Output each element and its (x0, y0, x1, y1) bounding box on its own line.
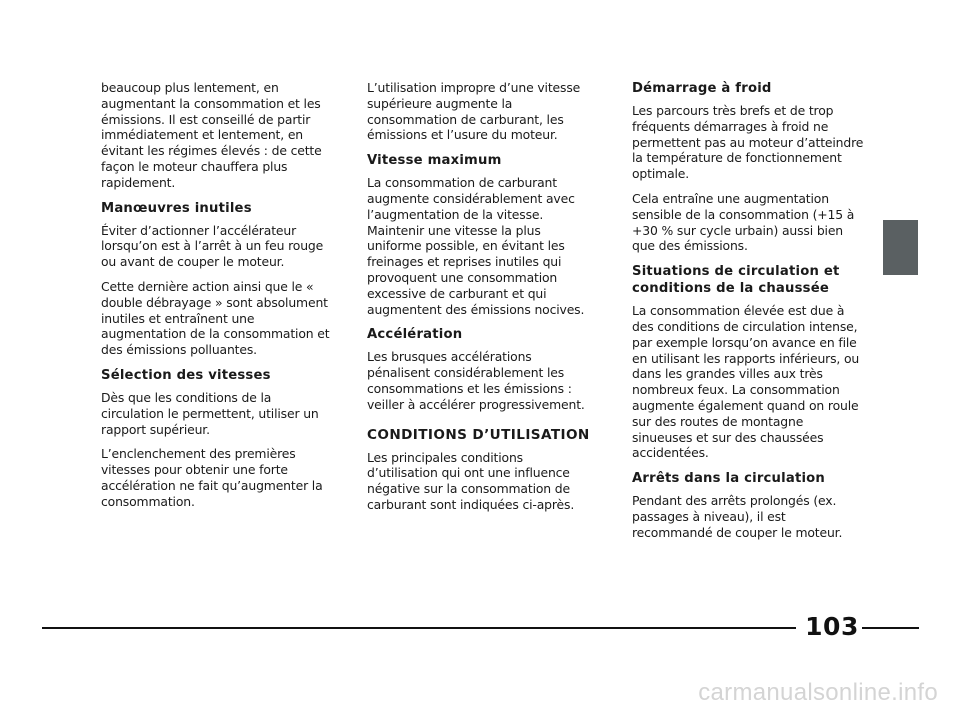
section-heading-selection: Sélection des vitesses (101, 367, 271, 383)
section-heading-vitesse: Vitesse maximum (367, 153, 502, 169)
paragraph: Dès que les conditions de la circulation le permettent, utiliser un rapport supérieur. (101, 389, 319, 437)
paragraph: Éviter d’actionner l’accélérateur lorsqu’on est à l’arrêt à un feu rouge ou avant de couper le moteur. (101, 222, 324, 270)
section-heading-manoeuvres: Manœuvres inutiles (101, 200, 252, 216)
text-column-1 (101, 80, 333, 519)
paragraph: La consommation de carburant augmente considérablement avec l’augmentation de la vitesse. Maintenir une vitesse la plus uniforme possible, en évitant les freinages et reprises inutiles qui provoquent une consommation excessive de carburant et qui augmentent des émissions nocives. (367, 175, 585, 317)
paragraph: Les brusques accélérations pénalisent considérablement les consommations et les émissions : veiller à accélérer progressivement. (367, 349, 585, 412)
footer-rule-left (42, 627, 796, 629)
paragraph: Cette dernière action ainsi que le « double débrayage » sont absolument inutiles et entraînent une augmentation de la consommation et des émissions polluantes. (101, 278, 330, 358)
section-heading-situations: Situations de circulation et conditions de la chaussée (632, 264, 840, 297)
section-heading-arrets: Arrêts dans la circulation (632, 471, 826, 487)
paragraph: L’utilisation impropre d’une vitesse supérieure augmente la consommation de carburant, les émissions et l’usure du moteur. (367, 80, 581, 143)
footer-rule-right (862, 627, 919, 629)
paragraph: Les principales conditions d’utilisation qui ont une influence négative sur la consommation de carburant sont indiquées ci-après. (367, 449, 575, 512)
paragraph: beaucoup plus lentement, en augmentant la consommation et les émissions. Il est conseillé de partir immédiatement et lentement, en évitant les régimes élevés : de cette façon le moteur chauffera plus rapidement. (101, 80, 322, 190)
paragraph: Pendant des arrêts prolongés (ex. passages à niveau), il est recommandé de couper le moteur. (632, 493, 843, 540)
paragraph: Les parcours très brefs et de trop fréquents démarrages à froid ne permettent pas au moteur d’atteindre la température de fonctionnement optimale. (632, 103, 864, 182)
section-heading-acceleration: Accélération (367, 327, 463, 343)
watermark: carmanualsonline.info (698, 679, 938, 706)
paragraph: Cela entraîne une augmentation sensible de la consommation (+15 à +30 % sur cycle urbain) aussi bien que des émissions. (632, 190, 855, 254)
section-tab-marker (883, 220, 918, 275)
paragraph: La consommation élevée est due à des conditions de circulation intense, par exemple lorsqu’on avance en file en utilisant les rapports inférieurs, ou dans les grandes villes aux très nombreux feux. La consommation augmente également quand on roule sur des routes de montagne sinueuses et sur des chaussées accidentées. (632, 303, 860, 461)
page-number: 103 (805, 612, 859, 641)
text-column-3 (632, 80, 864, 550)
chapter-heading-conditions: CONDITIONS D’UTILISATION (367, 426, 590, 443)
section-heading-demarrage: Démarrage à froid (632, 81, 772, 96)
paragraph: L’enclenchement des premières vitesses pour obtenir une forte accélération ne fait qu’augmenter la consommation. (101, 446, 323, 509)
text-column-2 (367, 80, 595, 522)
